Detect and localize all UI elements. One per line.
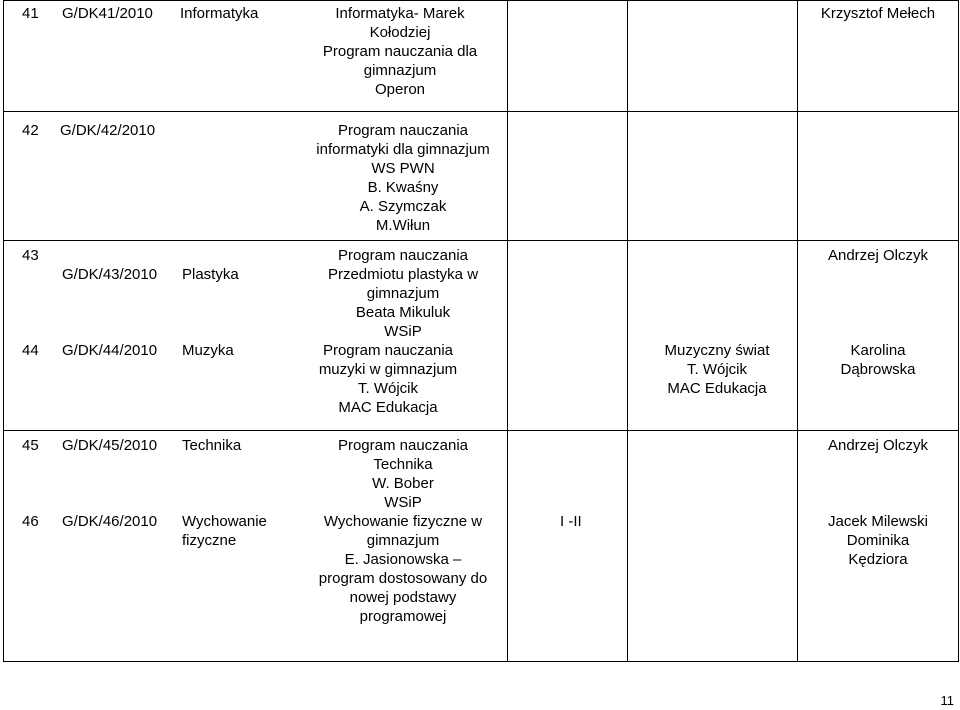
program-line: Informatyka- Marek [335,5,465,22]
row-program [298,512,508,626]
program-line: programowej [359,608,447,625]
program-line: Beata Mikuluk [355,304,451,321]
program-line: gimnazjum [366,285,440,302]
program-line: E. Jasionowska – [344,551,462,568]
row-subject: Informatyka [180,5,259,22]
program-line: program dostosowany do [318,570,488,587]
row-subject [182,512,267,550]
row-subject: Muzyka [182,342,234,359]
column-divider [958,0,959,662]
row-number: 44 [22,342,39,359]
row-teacher: Andrzej Olczyk [827,247,929,264]
row-code: G/DK/43/2010 [62,266,158,283]
row-textbook [637,341,797,398]
program-line: gimnazjum [363,62,437,79]
row-program [298,246,508,341]
textbook-line: T. Wójcik [687,361,747,378]
program-line: WSiP [384,494,422,511]
program-line: M.Wiłun [375,217,431,234]
column-divider [627,0,628,662]
page-number: 11 [940,693,954,708]
teacher-line: Dąbrowska [840,361,916,378]
program-line: MAC Edukacja [338,399,438,416]
row-number: 41 [22,5,39,22]
row-code: G/DK/42/2010 [60,122,156,139]
program-line: T. Wójcik [358,380,418,397]
row-number: 46 [22,513,39,530]
teacher-line: Kędziora [848,551,908,568]
row-subject: Plastyka [182,266,239,283]
subject-line: fizyczne [182,532,237,549]
subject-line: Wychowanie [182,513,267,530]
row-teacher: Andrzej Olczyk [827,437,929,454]
table-top-border [3,0,958,1]
row-number: 43 [22,247,39,264]
row-teacher: Krzysztof Mełech [820,5,936,22]
program-line: nowej podstawy [349,589,457,606]
program-line: gimnazjum [366,532,440,549]
row-program [298,121,508,235]
teacher-line: Dominika [846,532,910,549]
program-line: muzyki w gimnazjum [318,361,458,378]
row-number: 45 [22,437,39,454]
program-line: Program nauczania dla [322,43,478,60]
program-line: informatyki dla gimnazjum [316,141,490,158]
row-divider [3,430,958,431]
textbook-line: Muzyczny świat [664,342,770,359]
row-program [298,436,508,512]
table-bottom-border [3,661,958,662]
row-divider [3,111,958,112]
program-line: WSiP [384,323,422,340]
row-code: G/DK/45/2010 [62,437,158,454]
row-grade: I -II [560,513,582,530]
teacher-line: Jacek Milewski [827,513,929,530]
program-line: W. Bober [372,475,434,492]
column-divider [3,0,4,662]
teacher-line: Karolina [850,342,906,359]
program-line: A. Szymczak [359,198,447,215]
program-line: B. Kwaśny [367,179,439,196]
row-number: 42 [22,122,39,139]
row-code: G/DK41/2010 [62,5,153,22]
row-program [300,4,500,99]
row-code: G/DK/44/2010 [62,342,158,359]
program-line: Operon [374,81,426,98]
textbook-line: MAC Edukacja [667,380,767,397]
program-line: Przedmiotu plastyka w [327,266,479,283]
row-code: G/DK/46/2010 [62,513,158,530]
row-divider [3,240,958,241]
program-line: Wychowanie fizyczne w [323,513,483,530]
program-line: Technika [373,456,433,473]
row-teacher [798,341,958,379]
row-subject: Technika [182,437,242,454]
program-line: Program nauczania [322,342,454,359]
program-line: WS PWN [371,160,435,177]
program-line: Program nauczania [337,247,469,264]
row-program [288,341,488,417]
program-line: Kołodziej [369,24,431,41]
row-teacher [798,512,958,569]
program-line: Program nauczania [337,122,469,139]
program-line: Program nauczania [337,437,469,454]
